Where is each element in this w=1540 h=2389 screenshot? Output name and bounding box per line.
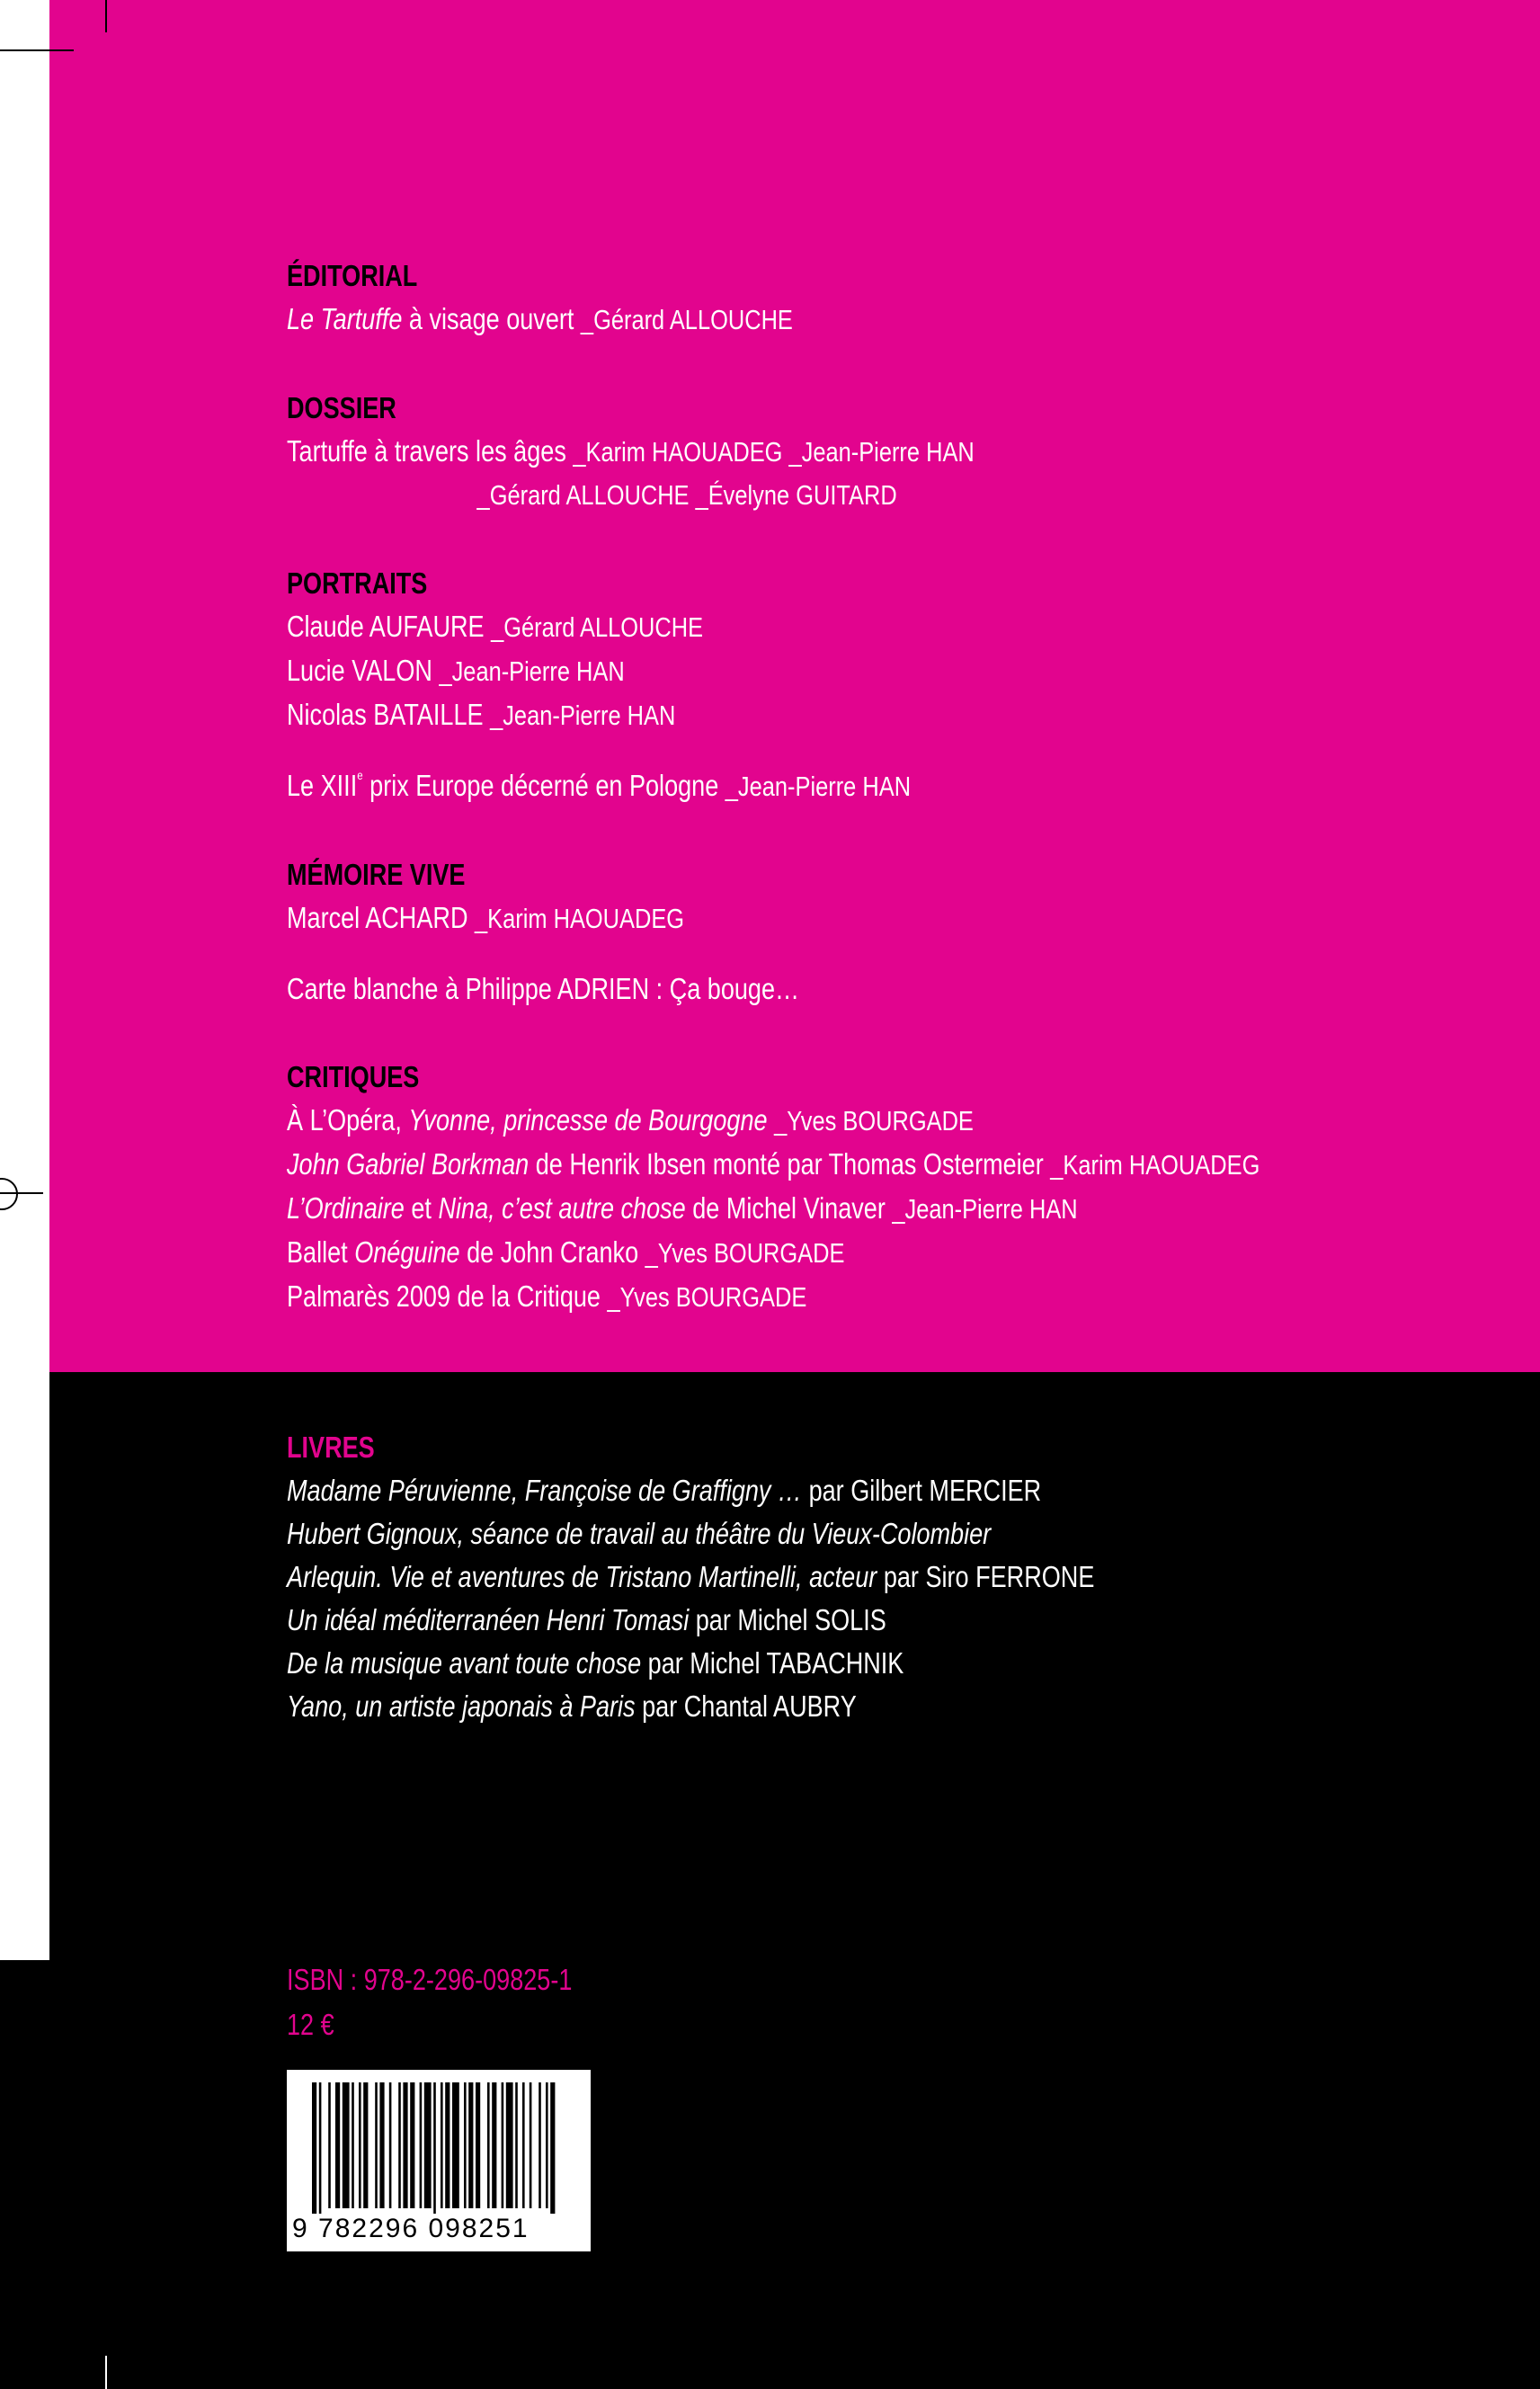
dossier-entry	[287, 430, 1245, 474]
book-title-italic: Yano, un artiste japonais à Paris	[287, 1689, 636, 1723]
portrait-author: _Jean-Pierre HAN	[439, 655, 625, 687]
critique-author: _Jean-Pierre HAN	[892, 1193, 1078, 1225]
critique-title-italic: Nina, c’est autre chose	[438, 1191, 686, 1225]
crop-mark-bottom-vertical	[105, 2356, 107, 2389]
book-entry	[287, 1642, 1245, 1685]
barcode-bar	[539, 2082, 541, 2208]
critique-title-italic: L’Ordinaire	[287, 1191, 405, 1225]
portrait-entry	[287, 693, 1245, 737]
critiques-heading: CRITIQUES	[287, 1060, 420, 1093]
barcode-digits: 9 782296 098251	[292, 2214, 530, 2243]
prix-author: _Jean-Pierre HAN	[725, 771, 912, 802]
barcode-bar	[335, 2082, 340, 2208]
critique-title-italic: John Gabriel Borkman	[287, 1147, 530, 1181]
portrait-title: Nicolas BATAILLE	[287, 698, 484, 731]
price-text: 12 €	[287, 2008, 334, 2041]
book-author: par Siro FERRONE	[877, 1560, 1095, 1593]
editorial-title-rest: à visage ouvert	[402, 302, 574, 335]
crop-mark-top-vertical	[105, 0, 107, 32]
book-author: par Michel TABACHNIK	[641, 1646, 904, 1680]
barcode-bar	[506, 2082, 513, 2208]
critique-author: _Yves BOURGADE	[607, 1281, 807, 1313]
portrait-title: Claude AUFAURE	[287, 610, 485, 643]
book-title-italic: Un idéal méditerranéen Henri Tomasi	[287, 1603, 690, 1636]
book-title-italic: Hubert Gignoux, séance de travail au théâtre du Vieux-Colombier	[287, 1517, 992, 1550]
dossier-heading: DOSSIER	[287, 391, 396, 424]
barcode-bar	[359, 2082, 361, 2208]
barcode-bar	[379, 2082, 384, 2208]
livres-heading: LIVRES	[287, 1431, 375, 1464]
barcode-bar	[468, 2082, 473, 2208]
critique-text: de John Cranko	[459, 1235, 639, 1269]
critique-entry	[287, 1099, 1245, 1143]
prix-superscript: e	[357, 768, 363, 782]
book-entry	[287, 1685, 1245, 1728]
portrait-title: Lucie VALON	[287, 654, 432, 687]
critique-title-italic: Onéguine	[354, 1235, 460, 1269]
barcode-bar	[410, 2082, 414, 2208]
isbn-text: ISBN : 978-2-296-09825-1	[287, 1963, 573, 1996]
portraits-heading: PORTRAITS	[287, 566, 428, 600]
isbn-price-block	[287, 1957, 572, 2047]
dossier-authors-line2: _Gérard ALLOUCHE _Évelyne GUITARD	[476, 479, 897, 511]
portrait-entry	[287, 605, 1245, 649]
portrait-author: _Gérard ALLOUCHE	[491, 611, 704, 643]
memoire-title: Marcel ACHARD	[287, 901, 468, 934]
memoire-author: _Karim HAOUADEG	[475, 903, 685, 934]
critique-text: de Michel Vinaver	[685, 1191, 886, 1225]
barcode-bar	[492, 2082, 496, 2208]
critique-author: _Karim HAOUADEG	[1050, 1149, 1260, 1181]
critique-text: À L’Opéra,	[287, 1103, 409, 1137]
book-entry	[287, 1599, 1245, 1642]
table-of-contents	[287, 254, 1260, 1319]
barcode-bar	[319, 2082, 322, 2214]
critique-entry	[287, 1187, 1245, 1231]
memoire-entry	[287, 896, 1245, 940]
barcode-bar	[424, 2082, 432, 2208]
black-left-strip	[0, 1960, 49, 2389]
book-entry	[287, 1469, 1245, 1512]
registration-mark-line	[0, 1192, 43, 1194]
barcode-bar	[464, 2082, 467, 2208]
barcode-bar	[530, 2082, 532, 2208]
critique-text: Ballet	[287, 1235, 355, 1269]
dossier-title: Tartuffe à travers les âges	[287, 434, 566, 468]
barcode-bar	[403, 2082, 407, 2208]
critique-entry	[287, 1231, 1245, 1275]
critique-author: _Yves BOURGADE	[774, 1105, 974, 1137]
barcode-bar	[487, 2082, 490, 2208]
barcode-bar	[550, 2082, 555, 2214]
barcode-bar	[328, 2082, 331, 2208]
book-title-italic: De la musique avant toute chose	[287, 1646, 642, 1680]
barcode-bar	[389, 2082, 392, 2208]
barcode-bar	[445, 2082, 450, 2208]
barcode-bar	[476, 2082, 480, 2208]
editorial-heading: ÉDITORIAL	[287, 259, 418, 292]
livres-section	[287, 1426, 1245, 1728]
carte-blanche-entry: Carte blanche à Philippe ADRIEN : Ça bouge…	[287, 972, 800, 1005]
critique-title-italic: Yvonne, princesse de Bourgogne	[408, 1103, 768, 1137]
book-author: par Michel SOLIS	[689, 1603, 886, 1636]
barcode-bars-icon	[287, 2070, 591, 2214]
prix-prefix: Le XIII	[287, 769, 358, 802]
registration-mark-icon	[0, 1178, 18, 1210]
barcode-bar	[522, 2082, 525, 2208]
barcode-bar	[363, 2082, 368, 2208]
editorial-entry	[287, 298, 1245, 342]
barcode-bar	[398, 2082, 401, 2208]
barcode	[287, 2070, 591, 2251]
portrait-entry	[287, 649, 1245, 693]
book-entry	[287, 1512, 1245, 1556]
barcode-bar	[441, 2082, 443, 2208]
barcode-bar	[433, 2082, 436, 2214]
book-title-italic: Arlequin. Vie et aventures de Tristano Martinelli, acteur	[287, 1560, 877, 1593]
prix-europe-entry	[287, 764, 1245, 808]
critique-text: Palmarès 2009 de la Critique	[287, 1279, 601, 1313]
editorial-author: _Gérard ALLOUCHE	[580, 304, 793, 335]
book-title-italic: Madame Péruvienne, Françoise de Graffigny …	[287, 1474, 803, 1507]
critique-entry	[287, 1275, 1245, 1319]
barcode-bar	[502, 2082, 504, 2208]
barcode-bar	[515, 2082, 518, 2208]
barcode-bar	[546, 2082, 548, 2208]
barcode-bar	[375, 2082, 378, 2208]
book-author: par Gilbert MERCIER	[802, 1474, 1042, 1507]
barcode-bar	[420, 2082, 423, 2208]
barcode-bar	[343, 2082, 350, 2208]
critique-text: de Henrik Ibsen monté par Thomas Ostermeier	[529, 1147, 1044, 1181]
dossier-authors-line1: _Karim HAOUADEG _Jean-Pierre HAN	[573, 436, 975, 468]
barcode-bar	[312, 2082, 316, 2214]
critique-text: et	[404, 1191, 439, 1225]
book-author: par Chantal AUBRY	[635, 1689, 857, 1723]
prix-rest: prix Europe décerné en Pologne	[362, 769, 719, 802]
editorial-title-italic: Le Tartuffe	[287, 302, 403, 335]
barcode-bar	[352, 2082, 354, 2208]
memoire-heading: MÉMOIRE VIVE	[287, 858, 466, 891]
portrait-author: _Jean-Pierre HAN	[490, 700, 676, 731]
barcode-bar	[452, 2082, 459, 2208]
critique-author: _Yves BOURGADE	[645, 1237, 845, 1269]
critique-entry	[287, 1143, 1260, 1187]
crop-mark-top-horizontal	[0, 49, 74, 51]
book-entry	[287, 1556, 1245, 1599]
